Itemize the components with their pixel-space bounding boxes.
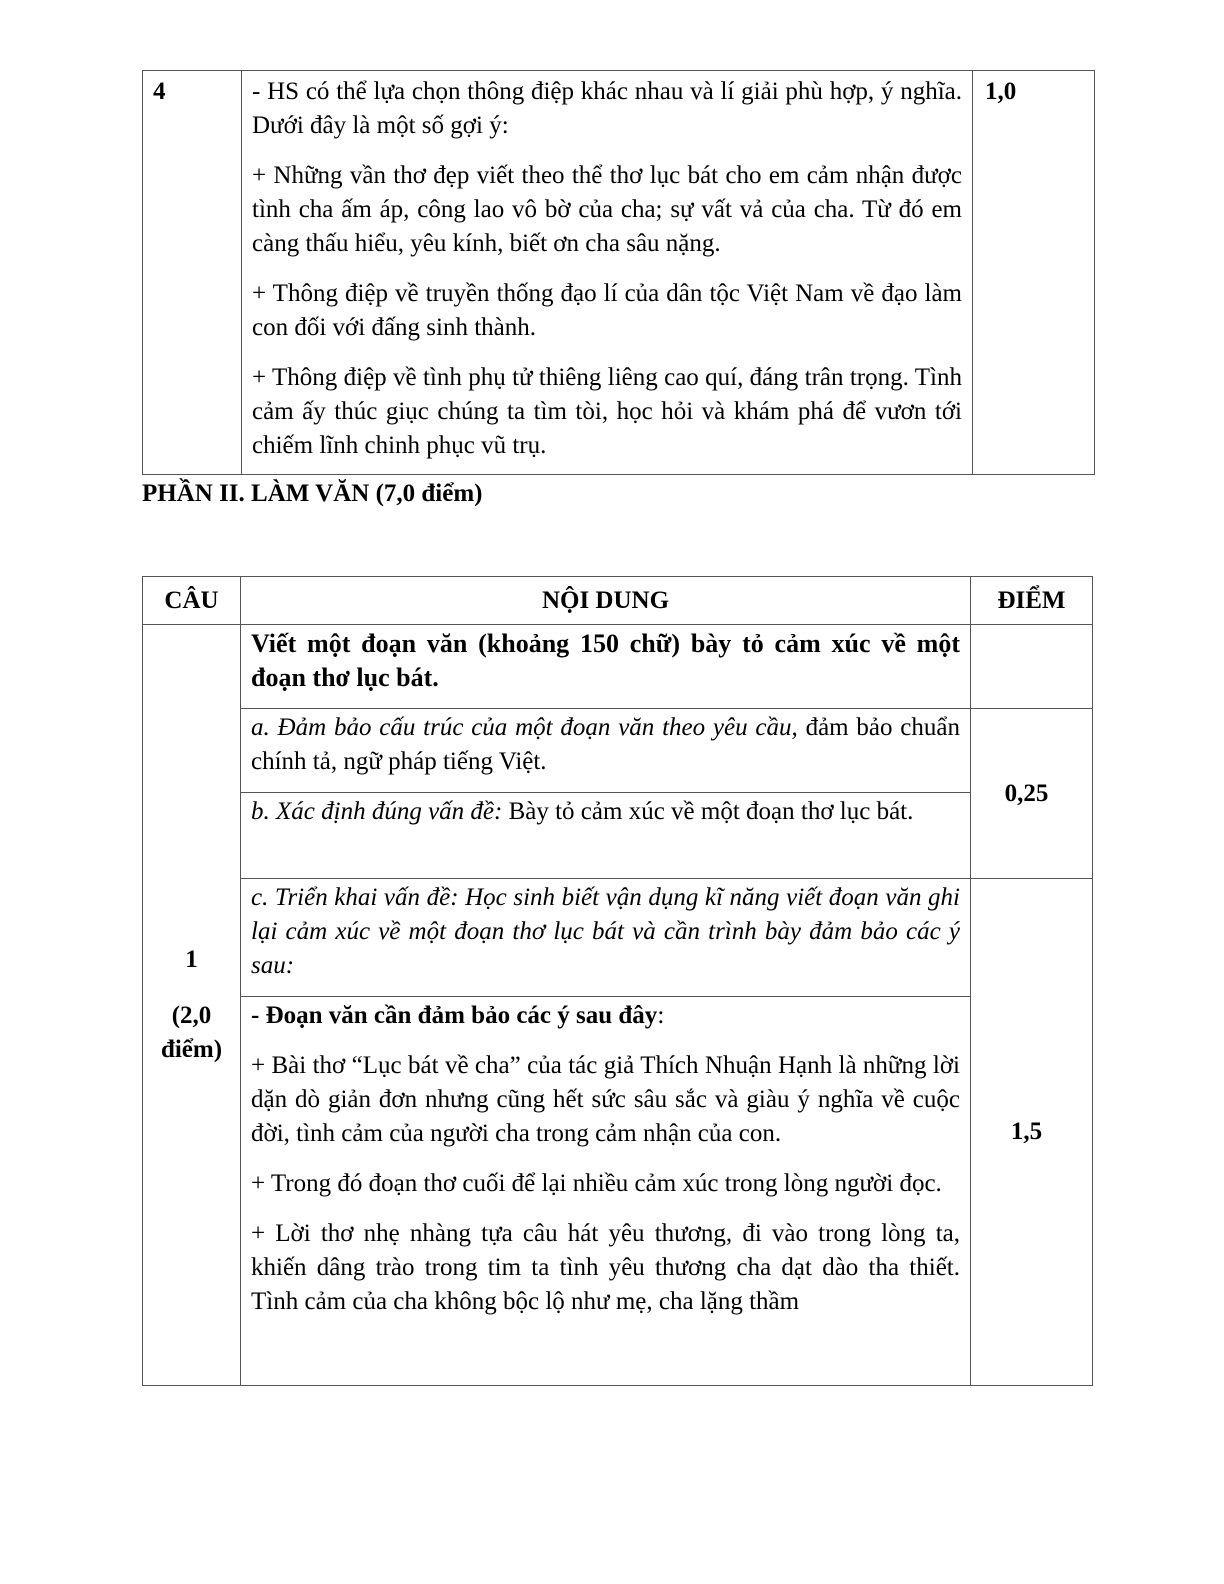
table-header-row bbox=[143, 577, 1093, 625]
question-cell bbox=[143, 625, 241, 1386]
question-points: (2,0 điểm) bbox=[160, 1002, 223, 1063]
header-cau: CÂU bbox=[143, 577, 241, 625]
section-title: PHẦN II. LÀM VĂN (7,0 điểm) bbox=[142, 480, 483, 507]
criterion-d: - Đoạn văn cần đảm bảo các ý sau đây: + Bài thơ “Lục bát về cha” của tác giả Thích Nhuận Hạnh là những lời dặn dò giản đơn nhưng cũng hết sức sâu sắc và giàu ý nghĩa về cuộc đời, tình cảm của người cha trong cảm nhận của con. + Trong đó đoạn thơ cuối để lại nhiều cảm xúc trong lòng người đọc. + Lời thơ nhẹ nhàng tựa câu hát yêu thương, đi vào trong lòng ta, khiến dâng trào trong tim ta tình yêu thương cha dạt dào tha thiết. Tình cảm của cha không bộc lộ như mẹ, cha lặng thầm bbox=[241, 997, 971, 1386]
header-diem: ĐIỂM bbox=[971, 577, 1093, 625]
answer-table-part1 bbox=[142, 70, 1095, 475]
answer-content bbox=[242, 71, 973, 475]
score-cd: 1,5 bbox=[971, 879, 1093, 1386]
task-text: Viết một đoạn văn (khoảng 150 chữ) bày tỏ cảm xúc về một đoạn thơ lục bát. bbox=[241, 625, 971, 709]
answer-point: + Thông điệp về truyền thống đạo lí của dân tộc Việt Nam về đạo làm con đối với đấng sinh thành. bbox=[252, 280, 962, 341]
criterion-a: a. Đảm bảo cấu trúc của một đoạn văn theo yêu cầu, đảm bảo chuẩn chính tả, ngữ pháp tiếng Việt. bbox=[241, 709, 971, 793]
answer-point: + Thông điệp về tình phụ tử thiêng liêng cao quí, đáng trân trọng. Tình cảm ấy thúc giục chúng ta tìm tòi, học hỏi và khám phá để vươn tới chiếm lĩnh chinh phục vũ trụ. bbox=[252, 364, 962, 459]
empty-score-cell bbox=[971, 625, 1093, 709]
score: 1,0 bbox=[973, 71, 1095, 475]
criterion-b: b. Xác định đúng vấn đề: Bày tỏ cảm xúc về một đoạn thơ lục bát. bbox=[241, 793, 971, 879]
rubric-point: + Lời thơ nhẹ nhàng tựa câu hát yêu thương, đi vào trong lòng ta, khiến dâng trào trong tim ta tình yêu thương cha dạt dào tha thiết. Tình cảm của cha không bộc lộ như mẹ, cha lặng thầm bbox=[251, 1220, 960, 1315]
score-ab: 0,25 bbox=[971, 709, 1093, 879]
question-number: 1 bbox=[185, 946, 198, 973]
criterion-c: c. Triển khai vấn đề: Học sinh biết vận dụng kĩ năng viết đoạn văn ghi lại cảm xúc về một đoạn thơ lục bát và cần trình bày đảm bảo các ý sau: bbox=[241, 879, 971, 997]
answer-point: + Những vần thơ đẹp viết theo thể thơ lục bát cho em cảm nhận được tình cha ấm áp, công lao vô bờ của cha; sự vất vả của cha. Từ đó em càng thấu hiểu, yêu kính, biết ơn cha sâu nặng. bbox=[252, 162, 962, 257]
question-number: 4 bbox=[143, 71, 242, 475]
answer-intro: - HS có thể lựa chọn thông điệp khác nhau và lí giải phù hợp, ý nghĩa. Dưới đây là một số gợi ý: bbox=[252, 78, 962, 139]
criterion-d-heading: - Đoạn văn cần đảm bảo các ý sau đây bbox=[251, 1002, 658, 1029]
header-noi-dung: NỘI DUNG bbox=[241, 577, 971, 625]
rubric-point: + Trong đó đoạn thơ cuối để lại nhiều cảm xúc trong lòng người đọc. bbox=[251, 1170, 942, 1197]
rubric-table bbox=[142, 576, 1093, 1386]
rubric-point: + Bài thơ “Lục bát về cha” của tác giả Thích Nhuận Hạnh là những lời dặn dò giản đơn nhưng cũng hết sức sâu sắc và giàu ý nghĩa về cuộc đời, tình cảm của người cha trong cảm nhận của con. bbox=[251, 1052, 960, 1147]
